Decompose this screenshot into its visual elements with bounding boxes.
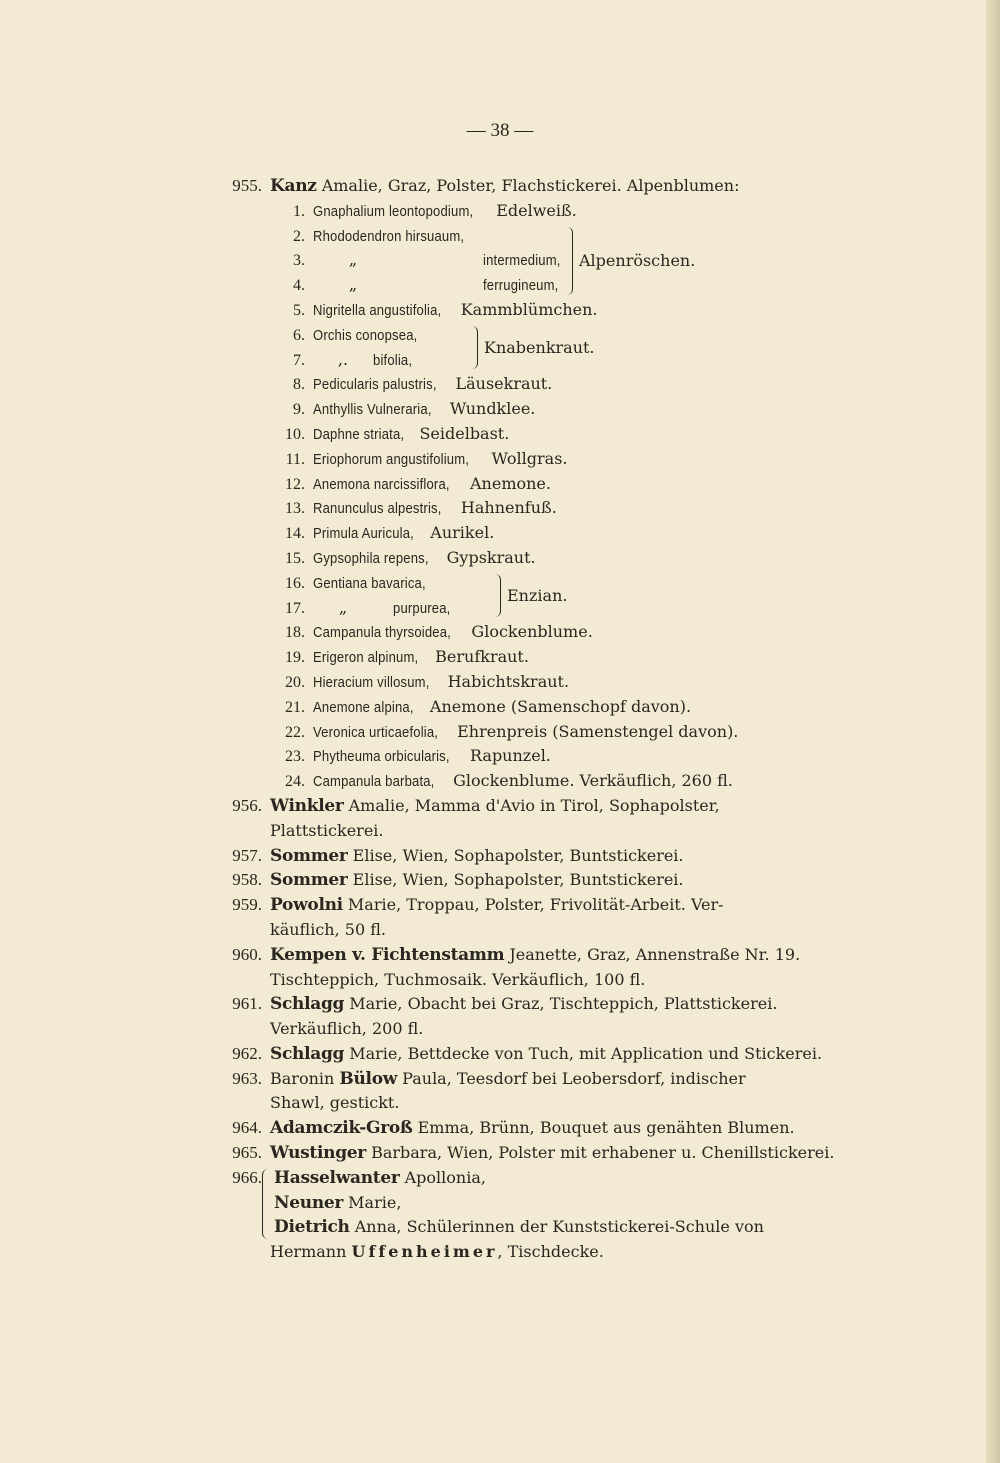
- entry-description-continued: Verkäuflich, 200 fl.: [270, 1019, 424, 1039]
- scientific-name: Ranunculus alpestris,: [313, 501, 442, 518]
- scientific-name: Orchis conopsea,: [313, 327, 418, 344]
- plant-number: 18.: [285, 624, 305, 642]
- plant-item: [210, 670, 860, 695]
- entry-description: Elise, Wien, Sophapolster, Buntstickerei.: [352, 870, 684, 890]
- plant-number: 16.: [285, 574, 305, 592]
- plant-number: 19.: [285, 649, 305, 667]
- entry-number: 961.: [232, 994, 262, 1014]
- page-edge: [986, 0, 1000, 1463]
- entry-description: Barbara, Wien, Polster mit erhabener u. Chenillstickerei.: [371, 1143, 835, 1163]
- scientific-name: Anthyllis Vulneraria,: [313, 402, 432, 419]
- entry-description: Amalie, Mamma d'Avio in Tirol, Sophapolster,: [348, 795, 720, 815]
- plant-list: [210, 199, 860, 794]
- scientific-name: Gentiana bavarica,: [313, 575, 426, 592]
- plant-number: 4.: [293, 277, 305, 295]
- entry-number: 956.: [232, 795, 262, 815]
- plant-item: [210, 397, 860, 422]
- catalog-entry: [210, 844, 860, 869]
- scientific-name: Daphne striata,: [313, 426, 405, 443]
- plant-item: [210, 224, 860, 249]
- catalog-entry: [210, 992, 860, 1042]
- scientific-name: Anemone alpina,: [313, 699, 414, 716]
- scientific-name: Gnaphalium leontopodium,: [313, 203, 474, 220]
- right-brace: [495, 574, 501, 618]
- catalog-entry: [210, 794, 860, 844]
- entry-description-continued: käuflich, 50 fl.: [270, 919, 386, 939]
- entry-description: Elise, Wien, Sophapolster, Buntstickerei.: [352, 845, 684, 865]
- entry-description: Marie, Obacht bei Graz, Tischteppich, Plattstickerei.: [349, 994, 778, 1014]
- scientific-name: purpurea,: [393, 600, 451, 617]
- scientific-name: intermedium,: [483, 253, 561, 270]
- entry-955: [210, 174, 860, 199]
- common-name: Glockenblume. Verkäuflich, 260 fl.: [453, 771, 733, 791]
- entry-description-continued: Tischteppich, Tuchmosaik. Verkäuflich, 100 fl.: [270, 969, 646, 989]
- exhibitor-name: Wustinger: [270, 1143, 366, 1164]
- scientific-name: Hieracium villosum,: [313, 674, 430, 691]
- plant-number: 10.: [285, 425, 305, 443]
- plant-number: 15.: [285, 549, 305, 567]
- plant-item: [210, 496, 860, 521]
- plant-number: 24.: [285, 773, 305, 791]
- scientific-name: Rhododendron hirsuaum,: [313, 228, 465, 245]
- plant-number: 9.: [293, 401, 305, 419]
- plant-item: [210, 521, 860, 546]
- entry-number: 957.: [232, 845, 262, 865]
- plant-number: 3.: [293, 252, 305, 270]
- plant-item: [210, 744, 860, 769]
- group-common-name: Knabenkraut.: [484, 337, 595, 357]
- scientific-name: Veronica urticaefolia,: [313, 724, 439, 741]
- teacher-surname: Uffenheimer: [351, 1242, 498, 1262]
- catalog-entry: [210, 868, 860, 893]
- entry-description-continued: Shawl, gestickt.: [270, 1093, 400, 1113]
- exhibitor-name: Adamczik-Groß: [270, 1118, 413, 1139]
- entry-number: 955.: [232, 176, 262, 195]
- scientific-name: Eriophorum angustifolium,: [313, 451, 470, 468]
- entry-number: 958.: [232, 870, 262, 890]
- plant-number: 12.: [285, 475, 305, 493]
- exhibitor-name: Dietrich: [274, 1217, 350, 1238]
- scientific-name: Campanula barbata,: [313, 774, 435, 791]
- entry-number: 960.: [232, 944, 262, 964]
- entry-number: 966.: [232, 1167, 262, 1187]
- scientific-name: Pedicularis palustris,: [313, 377, 437, 394]
- scientific-name: bifolia,: [373, 352, 413, 369]
- catalog-entry: [210, 1116, 860, 1141]
- exhibitor-name: Sommer: [270, 870, 348, 891]
- common-name: Berufkraut.: [435, 647, 529, 667]
- exhibitor-name: Powolni: [270, 895, 343, 916]
- scientific-name: Primula Auricula,: [313, 526, 414, 543]
- entry-description: Marie,: [348, 1192, 402, 1212]
- scientific-name: Erigeron alpinum,: [313, 650, 419, 667]
- plant-item: [210, 298, 860, 323]
- plant-number: 11.: [285, 450, 305, 468]
- plant-item: [210, 620, 860, 645]
- exhibitor-name: Neuner: [274, 1192, 344, 1213]
- group-common-name: Alpenröschen.: [579, 250, 696, 270]
- entry-number: 965.: [232, 1143, 262, 1163]
- entry-description-continued: Plattstickerei.: [270, 820, 384, 840]
- plant-item: [210, 769, 860, 794]
- plant-number: 14.: [285, 525, 305, 543]
- common-name: Wollgras.: [491, 448, 568, 468]
- plant-number: 22.: [285, 723, 305, 741]
- entry-description: Paula, Teesdorf bei Leobersdorf, indischer: [402, 1068, 746, 1088]
- exhibitor-name: Kempen v. Fichtenstamm: [270, 944, 505, 965]
- plant-item: [210, 422, 860, 447]
- exhibitor-name: Sommer: [270, 845, 348, 866]
- entry-number: 959.: [232, 895, 262, 915]
- plant-item: [210, 372, 860, 397]
- entry-966: [210, 1166, 860, 1265]
- scientific-name: Gypsophila repens,: [313, 550, 429, 567]
- plant-number: 23.: [285, 748, 305, 766]
- ditto-mark: „: [338, 597, 348, 617]
- common-name: Gypskraut.: [446, 547, 536, 567]
- entry-description: Marie, Troppau, Polster, Frivolität-Arbeit. Ver-: [347, 895, 724, 915]
- exhibitor-name: Winkler: [270, 795, 344, 816]
- entry-description: Jeanette, Graz, Annenstraße Nr. 19.: [509, 944, 801, 964]
- common-name: Anemone (Samenschopf davon).: [429, 696, 692, 716]
- catalog-entry: [210, 1141, 860, 1166]
- entry-number: 964.: [232, 1118, 262, 1138]
- plant-item: [210, 546, 860, 571]
- common-name: Anemone.: [469, 473, 551, 493]
- entry-number: 962.: [232, 1043, 262, 1063]
- entry-description: Emma, Brünn, Bouquet aus genähten Blumen.: [417, 1118, 795, 1138]
- scientific-name: Anemona narcissiflora,: [313, 476, 450, 493]
- right-brace: [472, 326, 478, 370]
- plant-number: 5.: [293, 301, 305, 319]
- plant-item: [210, 447, 860, 472]
- exhibitor-name: Kanz: [270, 176, 317, 196]
- title: Baronin: [270, 1068, 335, 1088]
- plant-number: 1.: [293, 202, 305, 220]
- plant-item: [210, 720, 860, 745]
- common-name: Glockenblume.: [471, 622, 593, 642]
- exhibitor-name: Bülow: [339, 1068, 398, 1089]
- page-number: — 38 —: [466, 120, 534, 141]
- group-common-name: Enzian.: [507, 585, 568, 605]
- scientific-name: ferrugineum,: [483, 278, 559, 295]
- common-name: Wundklee.: [449, 399, 536, 419]
- plant-number: 8.: [293, 376, 305, 394]
- plant-number: 21.: [285, 698, 305, 716]
- entry-description: Amalie, Graz, Polster, Flachstickerei. Alpenblumen:: [321, 176, 740, 195]
- ditto-mark: ,.: [337, 349, 349, 369]
- plant-item: [210, 472, 860, 497]
- catalog-entry: [210, 893, 860, 943]
- ditto-mark: „: [348, 250, 358, 270]
- common-name: Rapunzel.: [469, 746, 551, 766]
- plant-number: 7.: [293, 351, 305, 369]
- common-name: Hahnenfuß.: [460, 498, 557, 518]
- common-name: Aurikel.: [430, 523, 495, 543]
- entry-description: , Tischdecke.: [497, 1242, 604, 1262]
- scientific-name: Campanula thyrsoidea,: [313, 625, 451, 642]
- teacher-first-name: Hermann: [270, 1242, 347, 1262]
- common-name: Läusekraut.: [455, 374, 553, 394]
- scientific-name: Nigritella angustifolia,: [313, 302, 442, 319]
- entry-list: [210, 794, 860, 1166]
- scientific-name: Phytheuma orbicularis,: [313, 749, 450, 766]
- common-name: Ehrenpreis (Samenstengel davon).: [457, 721, 739, 741]
- plant-number: 20.: [285, 673, 305, 691]
- plant-item: [210, 645, 860, 670]
- entry-description: Anna, Schülerinnen der Kunststickerei-Schule von: [354, 1217, 764, 1237]
- catalog-text: [210, 174, 860, 1265]
- right-brace: [567, 227, 573, 295]
- plant-item: [210, 248, 860, 273]
- catalog-entry: [210, 1067, 860, 1117]
- entry-description: Apollonia,: [404, 1167, 486, 1187]
- entry-description: Marie, Bettdecke von Tuch, mit Application und Stickerei.: [349, 1043, 823, 1063]
- plant-item: [210, 273, 860, 298]
- common-name: Edelweiß.: [496, 200, 577, 220]
- plant-number: 2.: [293, 227, 305, 245]
- plant-item: [210, 695, 860, 720]
- catalog-entry: [210, 943, 860, 993]
- ditto-mark: „: [348, 275, 358, 295]
- exhibitor-name: Schlagg: [270, 994, 345, 1015]
- exhibitor-name: Schlagg: [270, 1043, 345, 1064]
- exhibitor-name: Hasselwanter: [274, 1167, 400, 1188]
- plant-number: 17.: [285, 599, 305, 617]
- common-name: Seidelbast.: [419, 423, 510, 443]
- plant-number: 6.: [293, 326, 305, 344]
- common-name: Habichtskraut.: [447, 671, 570, 691]
- common-name: Kammblümchen.: [460, 299, 598, 319]
- plant-number: 13.: [285, 500, 305, 518]
- catalog-entry: [210, 1042, 860, 1067]
- plant-item: [210, 199, 860, 224]
- entry-number: 963.: [232, 1068, 262, 1088]
